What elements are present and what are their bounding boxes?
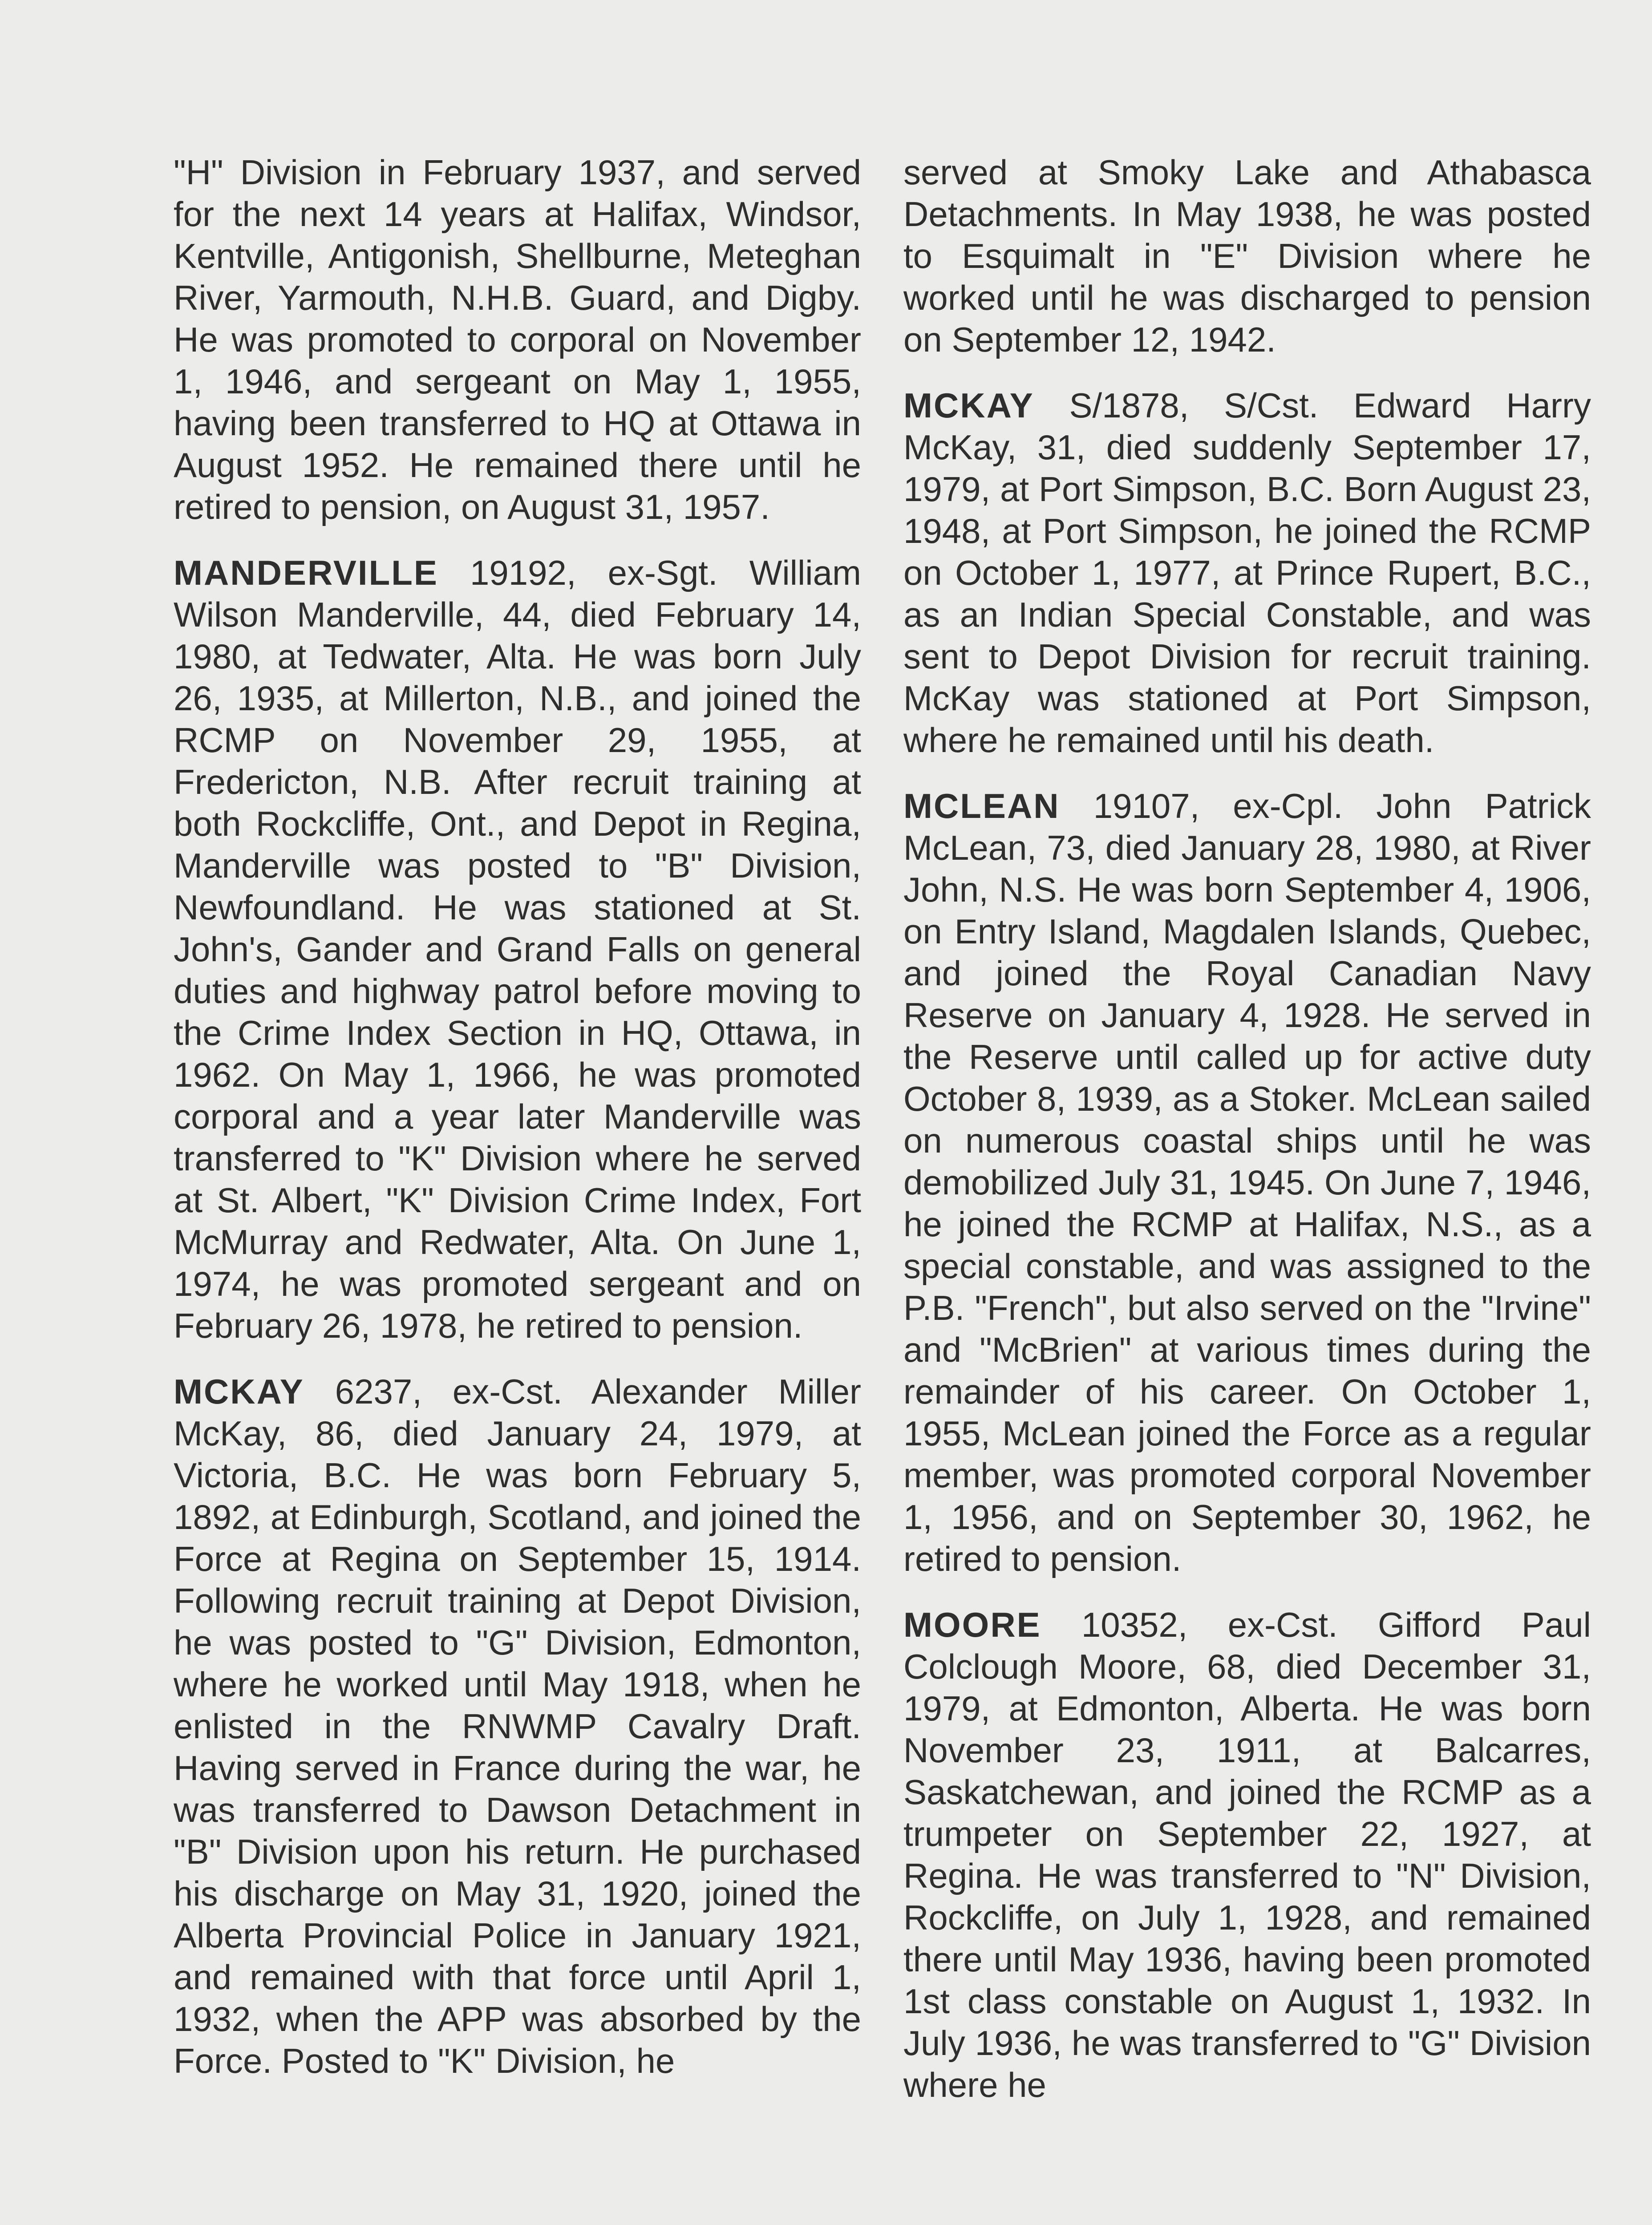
obituary-text: 19192, ex-Sgt. William Wilson Manderville, 44, died February 14, 1980, at Tedwater, Alta. He was born July 26, 1935, at Millerton, N.B., and joined the RCMP on November 29, 1955, at Fredericton, N.B. After recruit training at both Rockcliffe, Ont., and Depot in Regina, Manderville was posted to "B" Division, Newfoundland. He was stationed at St. John's, Gander and Grand Falls on general duties and highway patrol before moving to the Crime Index Section in HQ, Ottawa, in 1962. On May 1, 1966, he was promoted corporal and a year later Manderville was transferred to "K" Division where he served at St. Albert, "K" Division Crime Index, Fort McMurray and Redwater, Alta. On June 1, 1974, he was promoted sergeant and on February 26, 1978, he retired to pension. [174,553,861,1345]
continued-obituary: "H" Division in February 1937, and served for the next 14 years at Halifax, Windsor, Kentville, Antigonish, Shellburne, Meteghan River, Yarmouth, N.H.B. Guard, and Digby. He was promoted to corporal on November 1, 1946, and sergeant on May 1, 1955, having been transferred to HQ at Ottawa in August 1952. He remained there until he retired to pension, on August 31, 1957. [174,153,861,526]
obituary-entry-mckay-alexander [174,1371,861,2082]
obituary-surname: MOORE [903,1605,1041,1644]
obituary-entry-mckay-edward [903,384,1591,761]
obituary-entry-moore [903,1604,1591,2106]
left-column [174,151,861,2082]
obituary-surname: MANDERVILLE [174,553,438,592]
obituary-text: 10352, ex-Cst. Gifford Paul Colclough Moore, 68, died December 31, 1979, at Edmonton, Alberta. He was born November 23, 1911, at Balcarres, Saskatchewan, and joined the RCMP as a trumpeter on September 22, 1927, at Regina. He was transferred to "N" Division, Rockcliffe, on July 1, 1928, and remained there until May 1936, having been promoted 1st class constable on August 1, 1932. In July 1936, he was transferred to "G" Division where he [903,1605,1591,2104]
obituary-entry-manderville [174,552,861,1347]
obituary-text: S/1878, S/Cst. Edward Harry McKay, 31, died suddenly September 17, 1979, at Port Simpson, B.C. Born August 23, 1948, at Port Simpson, he joined the RCMP on October 1, 1977, at Prince Rupert, B.C., as an Indian Special Constable, and was sent to Depot Division for recruit training. McKay was stationed at Port Simpson, where he remained until his death. [903,386,1591,760]
right-column [903,151,1591,2106]
obituary-surname: MCLEAN [903,786,1060,825]
continued-obituary: served at Smoky Lake and Athabasca Detachments. In May 1938, he was posted to Esquimalt in "E" Division where he worked until he was discharged to pension on September 12, 1942. [903,153,1591,359]
obituary-text: 6237, ex-Cst. Alexander Miller McKay, 86, died January 24, 1979, at Victoria, B.C. He was born February 5, 1892, at Edinburgh, Scotland, and joined the Force at Regina on September 15, 1914. Following recruit training at Depot Division, he was posted to "G" Division, Edmonton, where he worked until May 1918, when he enlisted in the RNWMP Cavalry Draft. Having served in France during the war, he was transferred to Dawson Detachment in "B" Division upon his return. He purchased his discharge on May 31, 1920, joined the Alberta Provincial Police in January 1921, and remained with that force until April 1, 1932, when the APP was absorbed by the Force. Posted to "K" Division, he [174,1372,861,2080]
obituary-entry-mclean [903,785,1591,1580]
obituary-text: 19107, ex-Cpl. John Patrick McLean, 73, died January 28, 1980, at River John, N.S. He was born September 4, 1906, on Entry Island, Magdalen Islands, Quebec, and joined the Royal Canadian Navy Reserve on January 4, 1928. He served in the Reserve until called up for active duty October 8, 1939, as a Stoker. McLean sailed on numerous coastal ships until he was demobilized July 31, 1945. On June 7, 1946, he joined the RCMP at Halifax, N.S., as a special constable, and was assigned to the P.B. "French", but also served on the "Irvine" and "McBrien" at various times during the remainder of his career. On October 1, 1955, McLean joined the Force as a regular member, was promoted corporal November 1, 1956, and on September 30, 1962, he retired to pension. [903,786,1591,1578]
obituary-surname: MCKAY [174,1372,304,1411]
obituary-surname: MCKAY [903,386,1034,425]
